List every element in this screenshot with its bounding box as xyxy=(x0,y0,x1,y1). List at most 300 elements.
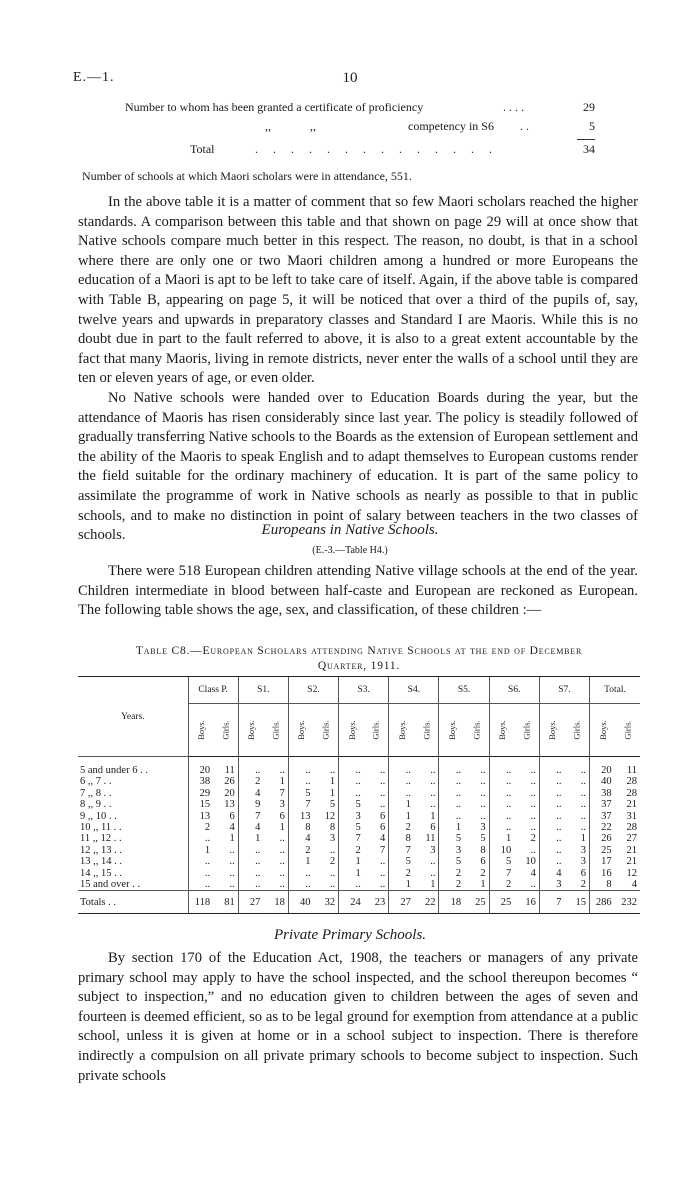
table-cell: .. xyxy=(380,799,386,811)
table-cell: .. xyxy=(229,879,235,891)
table-cell: 8 xyxy=(590,879,615,891)
table-cell: 6 xyxy=(229,810,235,822)
section-heading-private: Private Primary Schools. xyxy=(273,927,427,943)
table-cell: .. xyxy=(380,879,386,891)
page-number: 10 xyxy=(342,70,358,86)
table-cell: 4 xyxy=(238,822,263,833)
subheader-label: Girls. xyxy=(320,720,331,740)
summary-value: 5 xyxy=(589,119,595,133)
table-cell: 2 xyxy=(489,879,514,891)
ditto-mark: ,, xyxy=(310,119,316,133)
girls-column-header xyxy=(414,704,439,757)
table-row xyxy=(78,757,640,777)
table-cell: .. xyxy=(279,765,285,776)
table-cell: .. xyxy=(238,856,263,867)
table-cell: 6 xyxy=(580,867,587,879)
table-cell: 8 xyxy=(288,822,313,833)
age-range-cell: 12 ,, 13 . . xyxy=(80,844,122,856)
table-cell: 1 xyxy=(430,810,436,822)
age-range-cell: 9 ,, 10 . . xyxy=(80,810,117,822)
table-cell: 3 xyxy=(430,844,436,856)
table-cell: 10 xyxy=(489,845,514,856)
table-row xyxy=(78,868,640,879)
table-row xyxy=(78,879,640,891)
table-cell: 15 xyxy=(564,891,589,914)
table-cell: 1 xyxy=(389,799,414,810)
subheader-label: Girls. xyxy=(220,720,231,740)
table-cell: 8 xyxy=(480,844,486,856)
table-cell: .. xyxy=(530,822,536,834)
table-cell: 4 xyxy=(631,879,637,891)
report-reference: E.—1. xyxy=(73,70,115,85)
table-cell: 17 xyxy=(590,856,615,867)
table-cell: 7 xyxy=(339,833,364,844)
girls-column-header xyxy=(615,704,640,757)
table-cell: .. xyxy=(530,810,536,822)
table-cell: 22 xyxy=(590,822,615,833)
table-cell: .. xyxy=(188,868,213,879)
table-row xyxy=(78,822,640,833)
table-cell: .. xyxy=(229,856,235,868)
table-cell: 28 xyxy=(626,787,637,799)
table-cell: 21 xyxy=(626,856,637,868)
group-header: S2. xyxy=(288,677,338,704)
table-cell: 20 xyxy=(224,787,235,799)
table-cell: 12 xyxy=(324,810,336,822)
table-cell: 4 xyxy=(380,833,386,845)
table-cell: 1 xyxy=(279,822,285,834)
table-cell: .. xyxy=(530,776,536,788)
table-cell: 6 xyxy=(380,822,386,834)
table-cell: 232 xyxy=(615,891,640,914)
table-row xyxy=(78,776,640,787)
table-cell: 26 xyxy=(590,833,615,844)
girls-column-header xyxy=(514,704,539,757)
table-cell: .. xyxy=(339,757,364,777)
table-cell: 4 xyxy=(288,833,313,844)
table-cell: .. xyxy=(489,811,514,822)
subheader-label: Boys. xyxy=(597,720,608,740)
table-cell: 11 xyxy=(224,765,235,776)
table-cell: 6 xyxy=(430,822,436,834)
table-cell: 3 xyxy=(539,879,564,891)
age-range-cell: 6 ,, 7 . . xyxy=(80,776,112,788)
table-cell: 2 xyxy=(238,776,263,787)
summary-label: Number to whom has been granted a certificate of proficiency xyxy=(125,100,424,114)
table-cell: 25 xyxy=(489,891,514,914)
group-header: Class P. xyxy=(188,677,238,704)
table-cell: 25 xyxy=(464,891,489,914)
table-cell: 3 xyxy=(329,833,336,845)
summary-total-value: 34 xyxy=(583,142,595,156)
table-cell: .. xyxy=(188,833,213,844)
table-cell: .. xyxy=(530,765,536,776)
table-cell: .. xyxy=(288,868,313,879)
table-cell: 11 xyxy=(626,765,637,776)
group-header: S1. xyxy=(238,677,288,704)
table-cell: 37 xyxy=(590,811,615,822)
body-text-top xyxy=(78,193,638,546)
table-cell: 1 xyxy=(339,856,364,867)
group-header: Total. xyxy=(590,677,640,704)
table-cell: .. xyxy=(380,787,386,799)
table-cell: 1 xyxy=(580,833,587,845)
table-cell: 27 xyxy=(238,891,263,914)
subheader-label: Boys. xyxy=(346,720,357,740)
table-cell: .. xyxy=(489,757,514,777)
table-cell: 37 xyxy=(590,799,615,810)
girls-column-header xyxy=(213,704,238,757)
table-cell: .. xyxy=(539,788,564,799)
table-cell: 6 xyxy=(380,810,386,822)
subheader-label: Girls. xyxy=(471,720,482,740)
table-cell: 5 xyxy=(489,856,514,867)
table-cell: 5 xyxy=(480,833,486,845)
table-cell: .. xyxy=(430,867,436,879)
table-cell: .. xyxy=(580,810,587,822)
table-cell: .. xyxy=(188,856,213,867)
table-cell: 18 xyxy=(439,891,464,914)
table-cell: 29 xyxy=(188,788,213,799)
table-cell: .. xyxy=(489,799,514,810)
table-cell: 27 xyxy=(389,891,414,914)
table-cell: 40 xyxy=(288,891,313,914)
subheader-label: Boys. xyxy=(246,720,257,740)
group-header: S7. xyxy=(539,677,589,704)
table-cell: .. xyxy=(539,856,564,867)
group-header: S4. xyxy=(389,677,439,704)
summary-row-total xyxy=(125,142,595,161)
group-header: S6. xyxy=(489,677,539,704)
total-rule xyxy=(577,139,595,140)
table-cell: 21 xyxy=(626,799,637,811)
table-cell: .. xyxy=(530,844,536,856)
ditto-mark: ,, xyxy=(265,119,271,133)
table-cell: 5 xyxy=(329,799,336,811)
summary-dots: . . . . . . . . . . . . . . xyxy=(255,142,498,156)
table-cell: 16 xyxy=(514,891,539,914)
table-cell: .. xyxy=(539,799,564,810)
table-cell: 27 xyxy=(626,833,637,845)
table-cell: 8 xyxy=(389,833,414,844)
table-cell: .. xyxy=(380,765,386,776)
table-cell: 3 xyxy=(480,822,486,834)
table-cell: .. xyxy=(580,799,587,811)
table-cell: 40 xyxy=(590,776,615,787)
table-cell: .. xyxy=(238,879,263,891)
table-cell: 38 xyxy=(188,776,213,787)
table-cell: 2 xyxy=(329,856,336,868)
paragraph: There were 518 European children attending Native village schools at the end of the year. Children intermediate in blood between half-caste and European are reckoned as European. The following table shows the age, sex, and classification, of these children :— xyxy=(78,563,638,619)
table-caption-line: Quarter, 1911. xyxy=(317,660,401,672)
table-cell: 5 xyxy=(389,856,414,867)
summary-value: 29 xyxy=(583,100,595,114)
table-cell: 1 xyxy=(480,879,486,891)
group-header: S5. xyxy=(439,677,489,704)
subheader-label: Boys. xyxy=(547,720,558,740)
table-cell: .. xyxy=(279,833,285,845)
table-cell: 1 xyxy=(339,868,364,879)
girls-column-header xyxy=(314,704,339,757)
table-cell: 4 xyxy=(530,867,536,879)
table-cell: .. xyxy=(380,867,386,879)
table-caption-line: Table C8.—European Scholars attending Native Schools at the end of December xyxy=(135,645,583,657)
table-cell: .. xyxy=(288,757,313,777)
table-cell: .. xyxy=(580,822,587,834)
subheader-label: Girls. xyxy=(571,720,582,740)
table-cell: .. xyxy=(329,867,336,879)
table-cell: .. xyxy=(439,757,464,777)
table-cell: 8 xyxy=(329,822,336,834)
table-cell: .. xyxy=(339,788,364,799)
table-cell: .. xyxy=(389,776,414,787)
table-cell: 3 xyxy=(580,844,587,856)
table-cell: .. xyxy=(539,822,564,833)
age-range-cell: 13 ,, 14 . . xyxy=(80,856,122,868)
table-cell: .. xyxy=(480,787,486,799)
table-cell: 31 xyxy=(626,810,637,822)
summary-dots: . . . . xyxy=(503,100,524,114)
table-cell: 4 xyxy=(539,868,564,879)
table-cell: .. xyxy=(489,788,514,799)
table-cell: 2 xyxy=(188,822,213,833)
schools-count-line: Number of schools at which Maori scholars were in attendance, 551. xyxy=(82,169,412,183)
girls-column-header xyxy=(464,704,489,757)
table-cell: 32 xyxy=(314,891,339,914)
table-cell: 26 xyxy=(224,776,235,788)
paragraph: In the above table it is a matter of comment that so few Maori scholars reached the higher standards. A comparison between this table and that shown on page 29 will at once show that Native schools compare much better in this respect. The reason, no doubt, is that in a school where there are only one or two Maori children among a hundred or more Europeans the education of a Maori is apt to be left to take care of itself. Again, if the above table is compared with Table B, appearing on page 5, it will be noticed that over a third of the pupils of, say, twelve years and upwards in preparatory classes and Standard I are Maoris. While this is no doubt due in part to the fault referred to above, it is also to a great extent accountable by the fact that many Maoris, living in remote districts, never enter the walls of a school until they are ten or eleven years of age, or even older. xyxy=(78,194,638,387)
european-scholars-table xyxy=(78,676,640,914)
table-cell: .. xyxy=(539,757,564,777)
subheader-label: Girls. xyxy=(270,720,281,740)
subheader-label: Boys. xyxy=(296,720,307,740)
boys-column-header xyxy=(590,704,615,757)
subheader-label: Boys. xyxy=(496,720,507,740)
body-text-bottom xyxy=(78,949,638,1086)
table-cell: 1 xyxy=(229,833,235,845)
table-cell: 2 xyxy=(339,845,364,856)
table-cell: 28 xyxy=(626,776,637,788)
table-cell: .. xyxy=(439,776,464,787)
table-caption xyxy=(78,644,640,674)
table-cell: 81 xyxy=(213,891,238,914)
table-cell: 3 xyxy=(439,845,464,856)
table-cell: .. xyxy=(489,776,514,787)
age-range-cell: 11 ,, 12 . . xyxy=(80,833,122,845)
table-cell: 1 xyxy=(329,776,336,788)
table-cell: .. xyxy=(380,856,386,868)
table-cell: 118 xyxy=(188,891,213,914)
boys-column-header xyxy=(188,704,213,757)
table-cell: .. xyxy=(439,788,464,799)
table-cell: .. xyxy=(329,844,336,856)
table-cell: .. xyxy=(580,776,587,788)
table-cell: 2 xyxy=(439,879,464,891)
table-cell: 13 xyxy=(288,811,313,822)
table-cell: 5 xyxy=(339,822,364,833)
table-group-header-row xyxy=(78,677,640,704)
table-cell: 2 xyxy=(389,822,414,833)
girls-column-header xyxy=(564,704,589,757)
table-cell: .. xyxy=(539,845,564,856)
table-cell: .. xyxy=(430,787,436,799)
paragraph: By section 170 of the Education Act, 1908, the teachers or managers of any private primary school may apply to have the school inspected, and the school thereupon becomes “ subject to inspection,” and no education given to children between the ages of seven and fourteen is deemed efficient, so as to be legal ground for exemption from attendance at a public school, unless it is given at home or in a school subject to inspection. There is therefore indirectly a compulsion on all private primary schools to become subject to inspection. Such private schools xyxy=(78,950,638,1084)
table-cell: .. xyxy=(530,799,536,811)
boys-column-header xyxy=(389,704,414,757)
summary-row-competency xyxy=(125,119,595,138)
table-cell: 1 xyxy=(329,787,336,799)
table-cell: 1 xyxy=(489,833,514,844)
girls-column-header xyxy=(364,704,389,757)
table-cell: .. xyxy=(530,787,536,799)
boys-column-header xyxy=(288,704,313,757)
table-cell: .. xyxy=(279,879,285,891)
table-cell: 2 xyxy=(480,867,486,879)
table-cell: .. xyxy=(439,811,464,822)
table-cell: .. xyxy=(580,765,587,776)
table-cell: 22 xyxy=(414,891,439,914)
table-cell: 6 xyxy=(480,856,486,868)
boys-column-header xyxy=(539,704,564,757)
boys-column-header xyxy=(439,704,464,757)
table-row xyxy=(78,799,640,810)
subheader-label: Boys. xyxy=(195,720,206,740)
table-cell: .. xyxy=(480,799,486,811)
table-cell: .. xyxy=(339,776,364,787)
certificates-summary xyxy=(125,100,595,161)
subheader-label: Boys. xyxy=(396,720,407,740)
table-cell: .. xyxy=(279,844,285,856)
table-cell: 6 xyxy=(279,810,285,822)
table-cell: .. xyxy=(439,799,464,810)
table-cell: 2 xyxy=(530,833,536,845)
table-cell: 4 xyxy=(238,788,263,799)
totals-label: Totals . . xyxy=(78,891,188,914)
table-cell: 7 xyxy=(380,844,386,856)
table-cell: 1 xyxy=(288,856,313,867)
table-cell: 20 xyxy=(188,757,213,777)
section-heading-europeans: Europeans in Native Schools. xyxy=(261,522,439,538)
table-cell: 2 xyxy=(288,845,313,856)
age-range-cell: 10 ,, 11 . . xyxy=(80,822,122,834)
table-totals-row xyxy=(78,891,640,914)
table-cell: 5 xyxy=(439,833,464,844)
table-cell: .. xyxy=(539,833,564,844)
table-cell: 3 xyxy=(339,811,364,822)
table-cell: 2 xyxy=(439,868,464,879)
table-cell: .. xyxy=(480,765,486,776)
table-cell: .. xyxy=(430,856,436,868)
table-cell: 5 xyxy=(439,856,464,867)
summary-dots: . . xyxy=(520,119,529,133)
table-cell: 18 xyxy=(263,891,288,914)
group-header: S3. xyxy=(339,677,389,704)
age-range-cell: 15 and over . . xyxy=(80,879,141,891)
table-cell: .. xyxy=(229,867,235,879)
age-range-cell: 5 and under 6 . . xyxy=(80,765,148,776)
table-cell: 4 xyxy=(229,822,235,834)
table-cell: 11 xyxy=(425,833,436,845)
table-body xyxy=(78,757,640,914)
subheader-label: Girls. xyxy=(521,720,532,740)
table-cell: 1 xyxy=(389,811,414,822)
summary-label: competency in S6 xyxy=(408,119,494,133)
boys-column-header xyxy=(339,704,364,757)
table-cell: 12 xyxy=(626,867,637,879)
table-cell: .. xyxy=(279,856,285,868)
table-cell: .. xyxy=(188,879,213,891)
table-cell: .. xyxy=(430,765,436,776)
table-cell: 286 xyxy=(590,891,615,914)
table-row xyxy=(78,845,640,856)
table-cell: .. xyxy=(489,822,514,833)
table-cell: 10 xyxy=(525,856,536,868)
table-row xyxy=(78,856,640,867)
table-cell: .. xyxy=(480,776,486,788)
table-cell: 3 xyxy=(279,799,285,811)
table-cell: .. xyxy=(229,844,235,856)
table-cell: .. xyxy=(580,787,587,799)
subheader-label: Boys. xyxy=(446,720,457,740)
table-cell: .. xyxy=(480,810,486,822)
table-cell: 1 xyxy=(188,845,213,856)
table-cell: .. xyxy=(329,765,336,776)
table-cell: 1 xyxy=(279,776,285,788)
table-cell: .. xyxy=(238,757,263,777)
table-cell: 13 xyxy=(188,811,213,822)
table-cell: 1 xyxy=(238,833,263,844)
table-cell: 5 xyxy=(288,788,313,799)
boys-column-header xyxy=(238,704,263,757)
table-cell: 9 xyxy=(238,799,263,810)
table-cell: 16 xyxy=(590,868,615,879)
table-cell: .. xyxy=(329,879,336,891)
table-cell: 28 xyxy=(626,822,637,834)
table-cell: 7 xyxy=(238,811,263,822)
subheader-label: Girls. xyxy=(371,720,381,740)
table-cell: .. xyxy=(238,868,263,879)
body-text-mid xyxy=(78,562,638,621)
table-cell: 21 xyxy=(626,844,637,856)
table-row xyxy=(78,811,640,822)
table-cell: 7 xyxy=(489,868,514,879)
table-cell: 15 xyxy=(188,799,213,810)
table-row xyxy=(78,788,640,799)
table-cell: 1 xyxy=(389,879,414,891)
table-cell: 7 xyxy=(279,787,285,799)
age-range-cell: 8 ,, 9 . . xyxy=(80,799,112,811)
table-cell: 2 xyxy=(580,879,587,891)
table-cell: .. xyxy=(430,776,436,788)
table-cell: .. xyxy=(430,799,436,811)
table-cell: 7 xyxy=(539,891,564,914)
table-cell: 20 xyxy=(590,757,615,777)
table-cell: .. xyxy=(539,811,564,822)
table-cell: 7 xyxy=(389,845,414,856)
subheader-label: Girls. xyxy=(421,720,432,740)
table-cell: .. xyxy=(288,879,313,891)
table-cell: .. xyxy=(389,757,414,777)
paragraph: No Native schools were handed over to Education Boards during the year, but the attendance of Maoris has risen considerably since last year. The policy is steadily followed of gradually transferring Native schools to the Boards as the extension of European settlement and the ability of the Maoris to speak English and to adapt themselves to European customs render the field suitable for the ordinary machinery of education. It is part of the same policy to assimilate the programme of work in Native schools as nearly as possible to that in public schools, and to make no distinction in point of salary between teachers in the two classes of schools. xyxy=(78,389,638,544)
table-cell: 1 xyxy=(439,822,464,833)
summary-row-proficiency xyxy=(125,100,595,119)
summary-total-label: Total xyxy=(190,142,215,156)
boys-column-header xyxy=(489,704,514,757)
table-cell: 5 xyxy=(339,799,364,810)
table-cell: .. xyxy=(380,776,386,788)
years-column-header: Years. xyxy=(78,677,188,757)
table-cell: .. xyxy=(279,867,285,879)
